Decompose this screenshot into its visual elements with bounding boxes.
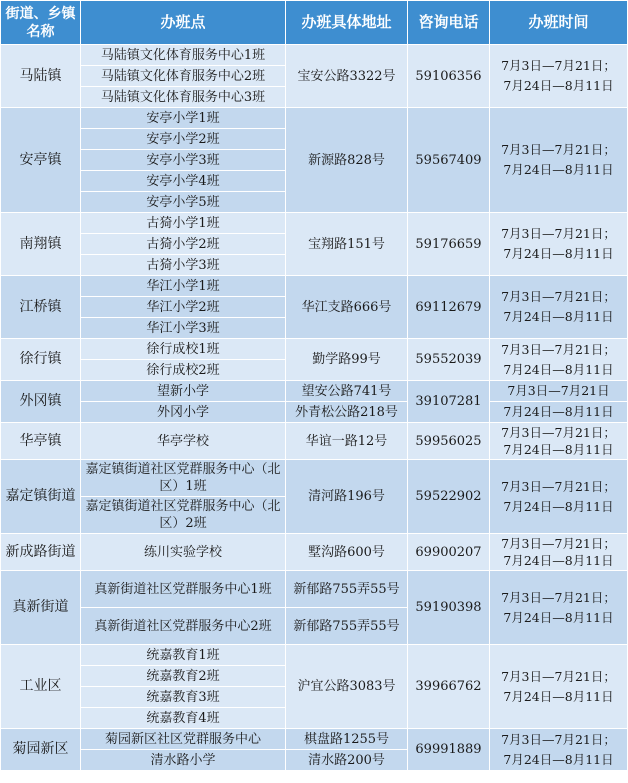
period-line: 7月24日—8月11日 — [503, 162, 614, 177]
address-cell: 新郁路755弄55号 — [286, 571, 408, 608]
site-cell: 统嘉教育4班 — [81, 708, 286, 729]
site-cell: 马陆镇文化体育服务中心3班 — [81, 87, 286, 108]
phone-cell: 59956025 — [408, 423, 490, 460]
table-row — [1, 213, 628, 234]
table-row — [1, 45, 628, 66]
town-cell: 安亭镇 — [1, 108, 81, 213]
period-cell — [490, 534, 628, 571]
phone-cell: 59522902 — [408, 460, 490, 534]
site-cell: 安亭小学3班 — [81, 150, 286, 171]
period-cell — [490, 339, 628, 381]
town-cell: 外冈镇 — [1, 381, 81, 423]
period-line: 7月3日—7月21日； — [501, 668, 616, 684]
table-row — [1, 108, 628, 129]
address-cell: 棋盘路1255号 — [286, 729, 408, 750]
address-cell: 沪宜公路3083号 — [286, 645, 408, 729]
address-cell: 宝安公路3322号 — [286, 45, 408, 108]
site-cell: 统嘉教育2班 — [81, 666, 286, 687]
site-cell: 外冈小学 — [81, 402, 286, 423]
phone-cell: 69900207 — [408, 534, 490, 571]
address-cell: 墅沟路600号 — [286, 534, 408, 571]
address-cell: 华江支路666号 — [286, 276, 408, 339]
site-cell: 马陆镇文化体育服务中心1班 — [81, 45, 286, 66]
header-site: 办班点 — [81, 1, 286, 45]
table-row — [1, 339, 628, 360]
site-cell: 真新街道社区党群服务中心1班 — [81, 571, 286, 608]
period-cell — [490, 729, 628, 771]
address-cell: 新源路828号 — [286, 108, 408, 213]
period-line: 7月24日—8月11日 — [503, 309, 614, 324]
address-cell: 宝翔路151号 — [286, 213, 408, 276]
site-cell: 古猗小学3班 — [81, 255, 286, 276]
period-line: 7月3日—7月21日； — [501, 731, 616, 747]
period-line: 7月24日—8月11日 — [503, 751, 614, 767]
period-line: 7月3日—7月21日； — [501, 289, 616, 304]
period-line: 7月3日—7月21日； — [501, 478, 616, 494]
phone-cell: 59176659 — [408, 213, 490, 276]
period-line: 7月24日—8月11日 — [503, 688, 614, 704]
phone-cell: 69112679 — [408, 276, 490, 339]
period-line: 7月24日—8月11日 — [503, 553, 614, 568]
town-cell: 徐行镇 — [1, 339, 81, 381]
period-line: 7月3日—7月21日； — [501, 589, 616, 605]
header-phone: 咨询电话 — [408, 1, 490, 45]
site-cell: 华江小学1班 — [81, 276, 286, 297]
phone-cell: 39966762 — [408, 645, 490, 729]
site-cell: 华江小学3班 — [81, 318, 286, 339]
address-cell: 新郁路755弄55号 — [286, 608, 408, 645]
table-row — [1, 460, 628, 497]
site-cell: 真新街道社区党群服务中心2班 — [81, 608, 286, 645]
period-cell — [490, 460, 628, 534]
period-cell: 7月24日—8月11日 — [490, 402, 628, 423]
header-period: 办班时间 — [490, 1, 628, 45]
address-cell: 华谊一路12号 — [286, 423, 408, 460]
site-cell: 嘉定镇街道社区党群服务中心（北区）1班 — [81, 460, 286, 497]
period-line: 7月24日—8月11日 — [503, 609, 614, 625]
town-cell: 新成路街道 — [1, 534, 81, 571]
town-cell: 江桥镇 — [1, 276, 81, 339]
table-row — [1, 571, 628, 608]
period-cell: 7月3日—7月21日 — [490, 381, 628, 402]
town-cell: 菊园新区 — [1, 729, 81, 771]
phone-cell: 39107281 — [408, 381, 490, 423]
period-line: 7月24日—8月11日 — [503, 78, 614, 93]
period-cell — [490, 108, 628, 213]
table-row — [1, 381, 628, 402]
header-row — [1, 1, 628, 45]
phone-cell: 59190398 — [408, 571, 490, 645]
period-line: 7月24日—8月11日 — [503, 361, 614, 377]
period-line: 7月3日—7月21日； — [501, 226, 616, 241]
table-row — [1, 729, 628, 750]
site-cell: 嘉定镇街道社区党群服务中心（北区）2班 — [81, 497, 286, 534]
town-cell: 南翔镇 — [1, 213, 81, 276]
town-cell: 华亭镇 — [1, 423, 81, 460]
period-cell — [490, 645, 628, 729]
town-cell: 嘉定镇街道 — [1, 460, 81, 534]
site-cell: 清水路小学 — [81, 750, 286, 771]
town-cell: 真新街道 — [1, 571, 81, 645]
site-cell: 徐行成校2班 — [81, 360, 286, 381]
site-cell: 练川实验学校 — [81, 534, 286, 571]
site-cell: 菊园新区社区党群服务中心 — [81, 729, 286, 750]
period-line: 7月3日—7月21日； — [501, 536, 616, 551]
site-cell: 安亭小学5班 — [81, 192, 286, 213]
table-row — [1, 534, 628, 571]
site-cell: 古猗小学2班 — [81, 234, 286, 255]
site-cell: 徐行成校1班 — [81, 339, 286, 360]
header-town: 街道、乡镇名称 — [1, 1, 81, 45]
address-cell: 清河路196号 — [286, 460, 408, 534]
site-cell: 安亭小学2班 — [81, 129, 286, 150]
site-cell: 华亭学校 — [81, 423, 286, 460]
header-address: 办班具体地址 — [286, 1, 408, 45]
period-cell — [490, 571, 628, 645]
site-cell: 统嘉教育3班 — [81, 687, 286, 708]
site-cell: 华江小学2班 — [81, 297, 286, 318]
table-row — [1, 276, 628, 297]
site-cell: 安亭小学1班 — [81, 108, 286, 129]
phone-cell: 59106356 — [408, 45, 490, 108]
table-row — [1, 645, 628, 666]
period-cell — [490, 213, 628, 276]
period-line: 7月3日—7月21日； — [501, 142, 616, 157]
period-line: 7月3日—7月21日； — [501, 341, 616, 357]
site-cell: 古猗小学1班 — [81, 213, 286, 234]
period-line: 7月3日—7月21日； — [501, 58, 616, 73]
town-cell: 工业区 — [1, 645, 81, 729]
period-cell — [490, 423, 628, 460]
site-cell: 统嘉教育1班 — [81, 645, 286, 666]
period-line: 7月3日—7月21日； — [501, 425, 616, 440]
town-cell: 马陆镇 — [1, 45, 81, 108]
address-cell: 望安公路741号 — [286, 381, 408, 402]
site-cell: 马陆镇文化体育服务中心2班 — [81, 66, 286, 87]
phone-cell: 69991889 — [408, 729, 490, 771]
period-line: 7月24日—8月11日 — [503, 246, 614, 261]
period-cell — [490, 276, 628, 339]
period-line: 7月24日—8月11日 — [503, 442, 614, 457]
site-cell: 安亭小学4班 — [81, 171, 286, 192]
phone-cell: 59567409 — [408, 108, 490, 213]
address-cell: 清水路200号 — [286, 750, 408, 771]
address-cell: 勤学路99号 — [286, 339, 408, 381]
site-cell: 望新小学 — [81, 381, 286, 402]
period-line: 7月24日—8月11日 — [503, 498, 614, 514]
period-cell — [490, 45, 628, 108]
address-cell: 外青松公路218号 — [286, 402, 408, 423]
phone-cell: 59552039 — [408, 339, 490, 381]
table-row — [1, 423, 628, 460]
table-row — [1, 402, 628, 423]
